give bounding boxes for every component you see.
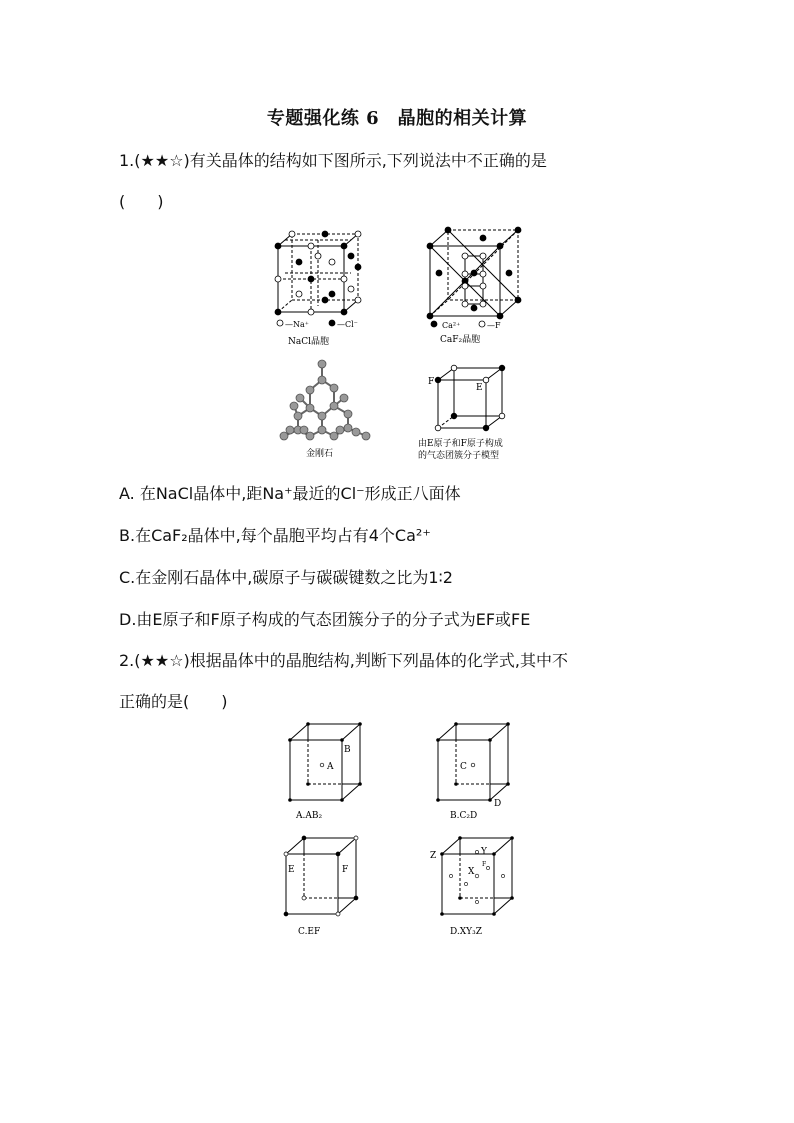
q2-d-label-y: Y <box>481 847 487 857</box>
caf2-cell-figure <box>420 222 535 350</box>
ef-caption-line2: 的气态团簇分子模型 <box>418 451 500 461</box>
q2-cell-a-figure <box>280 718 370 826</box>
caf2-caption: CaF₂晶胞 <box>440 335 481 345</box>
diamond-structure-figure <box>270 358 380 460</box>
nacl-legend-na: —Na⁺ <box>285 320 309 329</box>
q2-d-label-x: X <box>468 867 475 877</box>
nacl-cell-figure <box>268 226 378 351</box>
question-1-option-c: C.在金刚石晶体中,碳原子与碳碳键数之比为1∶2 <box>119 568 453 587</box>
diamond-caption: 金刚石 <box>306 449 334 459</box>
q2-d-label-f: F <box>482 861 487 868</box>
caf2-legend-ca: Ca²⁺ <box>442 321 461 330</box>
q2-b-caption: B.C₂D <box>450 811 478 821</box>
question-1-option-d: D.由E原子和F原子构成的气态团簇分子的分子式为EF或FE <box>119 610 531 629</box>
q2-cell-d-figure <box>426 832 522 940</box>
q2-d-caption: D.XY₃Z <box>450 927 482 937</box>
q2-c-caption: C.EF <box>298 927 321 937</box>
q2-c-label-e: E <box>288 865 295 875</box>
ef-label-f: F <box>428 377 435 387</box>
page-title: 专题强化练 6 晶胞的相关计算 <box>266 108 528 129</box>
q2-a-label-b: B <box>344 745 351 755</box>
question-1-option-a: A. 在NaCl晶体中,距Na⁺最近的Cl⁻形成正八面体 <box>119 484 461 503</box>
q2-d-label-z: Z <box>430 851 437 861</box>
nacl-caption: NaCl晶胞 <box>288 337 330 347</box>
q2-c-label-f: F <box>342 865 349 875</box>
ef-cluster-figure <box>412 358 537 466</box>
q2-b-label-c: C <box>460 762 467 772</box>
ef-caption-line1: 由E原子和F原子构成 <box>418 439 503 449</box>
q2-cell-c-figure <box>276 832 368 940</box>
question-2-stem-line2: 正确的是( ) <box>119 692 228 711</box>
nacl-legend-cl: —Cl⁻ <box>337 320 358 329</box>
question-2-stem-line1: 2.(★★☆)根据晶体中的晶胞结构,判断下列晶体的化学式,其中不 <box>119 651 568 670</box>
q2-a-label-a: A <box>327 762 334 772</box>
question-1-stem-line2: ( ) <box>119 192 164 211</box>
q2-cell-b-figure <box>428 718 518 826</box>
ef-label-e: E <box>476 383 483 393</box>
question-1-stem-line1: 1.(★★☆)有关晶体的结构如下图所示,下列说法中不正确的是 <box>119 151 547 170</box>
q2-b-label-d: D <box>494 799 502 809</box>
caf2-legend-f: —F <box>487 321 501 330</box>
question-1-option-b: B.在CaF₂晶体中,每个晶胞平均占有4个Ca²⁺ <box>119 526 431 545</box>
q2-a-caption: A.AB₂ <box>296 811 323 821</box>
